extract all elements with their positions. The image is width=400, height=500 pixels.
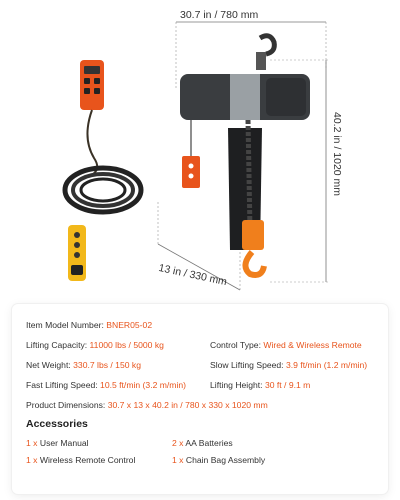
accessory-item	[172, 455, 265, 465]
wired-pendant-icon	[66, 225, 88, 283]
width-dimension-label: 30.7 in / 780 mm	[180, 9, 259, 21]
spec-lifting-capacity	[26, 340, 164, 350]
accessory-name: AA Batteries	[185, 438, 233, 448]
accessory-item	[172, 438, 233, 448]
spec-label: Net Weight:	[26, 360, 74, 370]
accessory-qty: 1 x	[26, 455, 40, 465]
spec-lifting-height	[210, 380, 310, 390]
spec-model	[26, 320, 152, 330]
spec-card	[12, 304, 388, 494]
accessory-qty: 1 x	[172, 455, 186, 465]
spec-label: Control Type:	[210, 340, 264, 350]
chain-hoist-icon	[170, 30, 330, 290]
spec-value: Wired & Wireless Remote	[263, 340, 362, 350]
spec-product-dimensions	[26, 400, 268, 410]
accessory-qty: 1 x	[26, 438, 40, 448]
accessory-item	[26, 455, 135, 465]
spec-control-type	[210, 340, 362, 350]
spec-label: Product Dimensions:	[26, 400, 108, 410]
spec-slow-lifting-speed	[210, 360, 367, 370]
height-dimension-label: 40.2 in / 1020 mm	[331, 112, 343, 197]
spec-value: 11000 lbs / 5000 kg	[89, 340, 164, 350]
spec-label: Item Model Number:	[26, 320, 107, 330]
accessory-name: User Manual	[39, 438, 89, 448]
spec-fast-lifting-speed	[26, 380, 186, 390]
depth-dimension-label: 13 in / 330 mm	[157, 262, 228, 289]
accessory-name: Wireless Remote Control	[39, 455, 136, 465]
spec-value: 10.5 ft/min (3.2 m/min)	[100, 380, 187, 390]
spec-label: Slow Lifting Speed:	[210, 360, 286, 370]
accessory-qty: 2 x	[172, 438, 186, 448]
spec-label: Lifting Height:	[210, 380, 265, 390]
spec-label: Fast Lifting Speed:	[26, 380, 101, 390]
accessory-name: Chain Bag Assembly	[185, 455, 266, 465]
spec-value: BNER05-02	[106, 320, 153, 330]
spec-value: 30.7 x 13 x 40.2 in / 780 x 330 x 1020 mm	[107, 400, 268, 410]
accessory-item	[26, 438, 89, 448]
spec-value: 30 ft / 9.1 m	[264, 380, 311, 390]
spec-value: 3.9 ft/min (1.2 m/min)	[285, 360, 368, 370]
spec-net-weight	[26, 360, 141, 370]
pendant-cable-icon	[58, 158, 148, 228]
accessories-title: Accessories	[26, 418, 88, 430]
spec-label: Lifting Capacity:	[26, 340, 90, 350]
spec-value: 330.7 lbs / 150 kg	[73, 360, 141, 370]
